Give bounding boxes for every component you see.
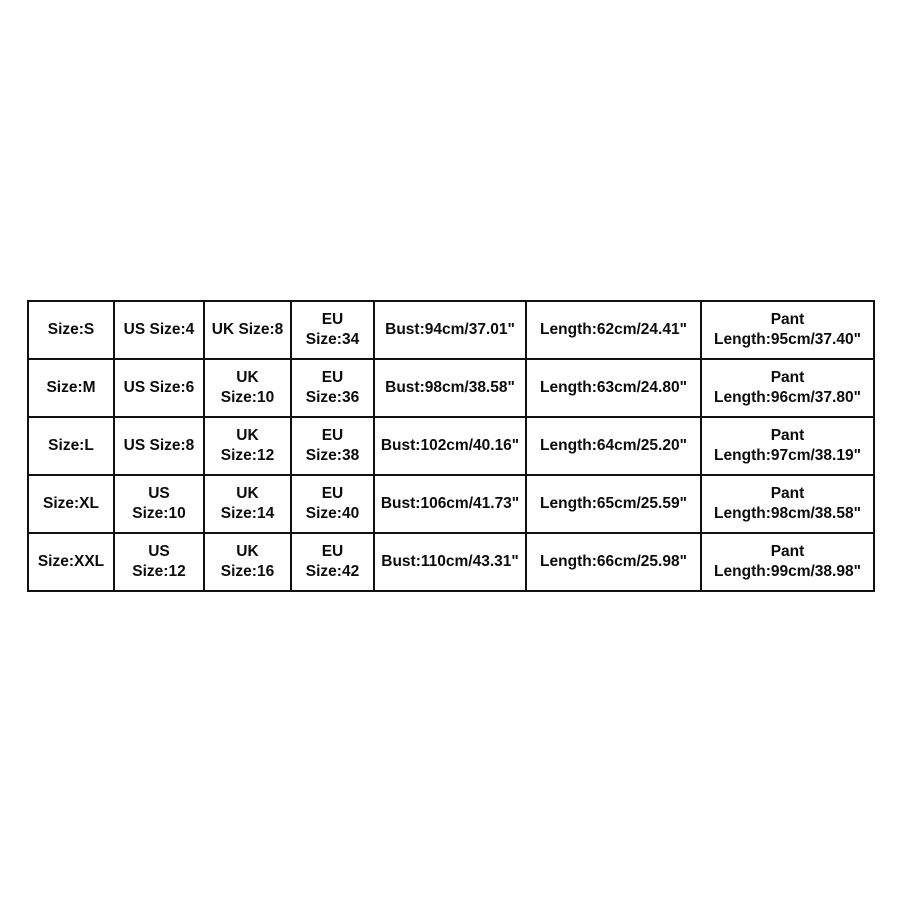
cell-length: Length:64cm/25.20" (526, 417, 701, 475)
cell-pant-length (701, 301, 874, 359)
cell-uk-size (204, 417, 291, 475)
cell-us-size (114, 475, 204, 533)
table-row (28, 417, 874, 475)
cell-uk-size (204, 475, 291, 533)
cell-uk-size-line1: UK (236, 543, 259, 561)
cell-bust: Bust:106cm/41.73" (374, 475, 526, 533)
cell-eu-size-line2: Size:40 (305, 505, 360, 522)
cell-uk-size-line2: Size:16 (220, 563, 275, 580)
cell-us-size-line2: Size:12 (132, 563, 186, 580)
cell-pant-length-line2: Length:98cm/38.58" (714, 505, 861, 522)
cell-pant-length-line1: Pant (770, 543, 805, 561)
cell-pant-length (701, 359, 874, 417)
cell-uk-size (204, 359, 291, 417)
table-row (28, 475, 874, 533)
cell-pant-length (701, 533, 874, 591)
cell-eu-size-line2: Size:38 (305, 447, 360, 464)
size-chart-table (27, 300, 875, 592)
cell-us-size-line1: US (148, 485, 170, 503)
cell-bust: Bust:102cm/40.16" (374, 417, 526, 475)
cell-uk-size-line1: UK (236, 369, 259, 387)
cell-bust: Bust:94cm/37.01" (374, 301, 526, 359)
cell-us-size: US Size:4 (114, 301, 204, 359)
cell-size: Size:XXL (28, 533, 114, 591)
cell-eu-size (291, 533, 374, 591)
cell-eu-size-line2: Size:42 (305, 563, 360, 580)
cell-size: Size:M (28, 359, 114, 417)
cell-pant-length-line1: Pant (770, 311, 805, 329)
cell-uk-size-line2: Size:12 (220, 447, 275, 464)
cell-bust: Bust:98cm/38.58" (374, 359, 526, 417)
cell-uk-size-line2: Size:14 (220, 505, 275, 522)
cell-us-size: US Size:6 (114, 359, 204, 417)
cell-pant-length-line1: Pant (770, 427, 805, 445)
cell-size: Size:L (28, 417, 114, 475)
cell-pant-length-line2: Length:97cm/38.19" (714, 447, 861, 464)
cell-uk-size-line1: UK (236, 427, 259, 445)
cell-eu-size-line1: EU (321, 543, 344, 561)
cell-uk-size-line1: UK (236, 485, 259, 503)
size-chart-container (27, 300, 873, 592)
cell-pant-length (701, 475, 874, 533)
table-row (28, 359, 874, 417)
cell-length: Length:66cm/25.98" (526, 533, 701, 591)
cell-size: Size:S (28, 301, 114, 359)
cell-size: Size:XL (28, 475, 114, 533)
cell-eu-size-line1: EU (321, 427, 344, 445)
cell-length: Length:63cm/24.80" (526, 359, 701, 417)
table-row (28, 301, 874, 359)
cell-length: Length:65cm/25.59" (526, 475, 701, 533)
cell-eu-size-line2: Size:36 (305, 389, 360, 406)
cell-pant-length-line2: Length:95cm/37.40" (714, 331, 861, 348)
cell-bust: Bust:110cm/43.31" (374, 533, 526, 591)
cell-us-size: US Size:8 (114, 417, 204, 475)
cell-pant-length-line1: Pant (770, 485, 805, 503)
cell-us-size-line2: Size:10 (132, 505, 186, 522)
cell-us-size (114, 533, 204, 591)
cell-pant-length-line2: Length:96cm/37.80" (714, 389, 861, 406)
cell-eu-size-line1: EU (321, 311, 344, 329)
cell-eu-size-line1: EU (321, 369, 344, 387)
cell-uk-size-line2: Size:10 (220, 389, 275, 406)
cell-us-size-line1: US (148, 543, 170, 561)
table-row (28, 533, 874, 591)
cell-pant-length-line1: Pant (770, 369, 805, 387)
cell-eu-size (291, 417, 374, 475)
cell-pant-length (701, 417, 874, 475)
cell-uk-size: UK Size:8 (204, 301, 291, 359)
cell-eu-size-line2: Size:34 (305, 331, 360, 348)
cell-length: Length:62cm/24.41" (526, 301, 701, 359)
cell-uk-size (204, 533, 291, 591)
cell-eu-size (291, 475, 374, 533)
cell-pant-length-line2: Length:99cm/38.98" (714, 563, 861, 580)
cell-eu-size-line1: EU (321, 485, 344, 503)
cell-eu-size (291, 359, 374, 417)
cell-eu-size (291, 301, 374, 359)
